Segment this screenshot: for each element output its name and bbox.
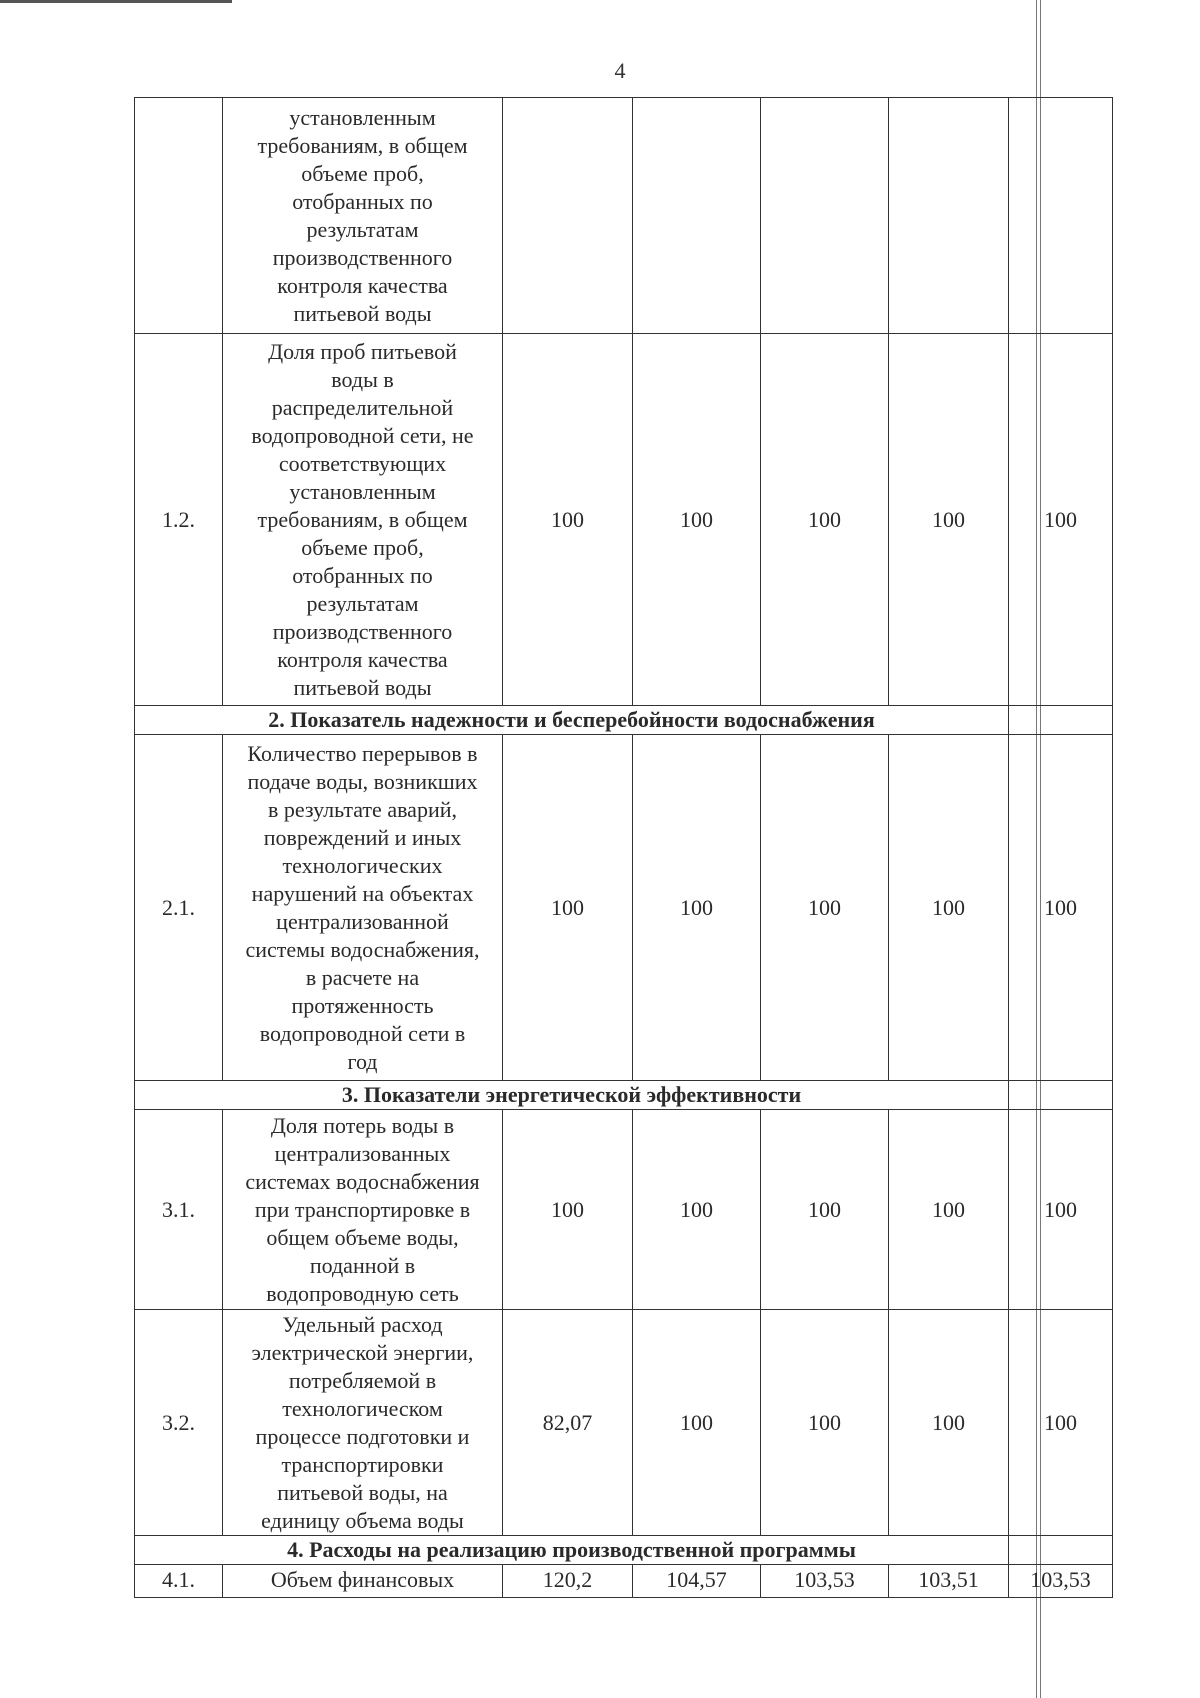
value-cell: 100 <box>1009 334 1113 706</box>
value-cell: 100 <box>1009 1310 1113 1536</box>
desc-line: технологическом <box>282 1395 443 1421</box>
desc-line: установленным <box>289 478 436 504</box>
value-cell: 100 <box>503 735 633 1081</box>
table-row <box>135 1110 1113 1310</box>
desc-line: Доля потерь воды в <box>270 1112 455 1138</box>
value-cell: 103,53 <box>761 1565 889 1598</box>
row-number: 4.1. <box>135 1565 223 1598</box>
desc-line: распределительной <box>271 394 454 420</box>
page-number: 4 <box>614 58 626 83</box>
row-number: 3.1. <box>135 1110 223 1310</box>
section-heading: 3. Показатели энергетической эффективности <box>135 1081 1009 1110</box>
value-cell: 103,53 <box>1009 1565 1113 1598</box>
value-cell: 100 <box>889 1110 1009 1310</box>
desc-line: нарушений на объектах <box>251 880 474 906</box>
value-cell: 100 <box>1009 1110 1113 1310</box>
scan-edge-mark <box>0 0 232 3</box>
row-number: 1.2. <box>135 334 223 706</box>
desc-line: требованиям, в общем <box>257 132 468 158</box>
desc-line: требованиям, в общем <box>257 506 468 532</box>
desc-line: системы водоснабжения, <box>245 936 480 962</box>
desc-line: в расчете на <box>305 964 420 990</box>
value-cell: 100 <box>761 334 889 706</box>
value-cell <box>889 98 1009 334</box>
desc-line: производственного <box>272 244 453 270</box>
value-cell: 100 <box>889 735 1009 1081</box>
row-description <box>223 735 503 1081</box>
desc-line: контроля качества <box>277 272 448 298</box>
desc-line: Количество перерывов в <box>247 740 478 766</box>
desc-line: централизованной <box>276 908 449 934</box>
table-row <box>135 334 1113 706</box>
value-cell: 82,07 <box>503 1310 633 1536</box>
desc-line: объеме проб, <box>301 160 424 186</box>
section-spacer <box>1009 1536 1113 1565</box>
value-cell: 104,57 <box>633 1565 761 1598</box>
value-cell <box>503 98 633 334</box>
desc-line: результатам <box>306 216 419 242</box>
table-row <box>135 98 1113 334</box>
desc-line: Объем финансовых <box>270 1567 455 1592</box>
desc-line: питьевой воды, на <box>277 1479 448 1505</box>
value-cell: 100 <box>633 1110 761 1310</box>
row-number: 3.2. <box>135 1310 223 1536</box>
section-row <box>135 1081 1113 1110</box>
desc-line: процессе подготовки и <box>255 1423 470 1449</box>
desc-line: водопроводной сети в <box>259 1020 466 1046</box>
desc-line: Удельный расход <box>282 1311 443 1337</box>
desc-line: отобранных по <box>292 188 433 214</box>
value-cell <box>761 98 889 334</box>
row-description <box>223 98 503 334</box>
desc-line: производственного <box>272 618 453 644</box>
value-cell: 100 <box>889 334 1009 706</box>
desc-line: единицу объема воды <box>261 1507 464 1533</box>
value-cell: 100 <box>761 735 889 1081</box>
desc-line: водопроводной сети, не <box>251 422 474 448</box>
value-cell: 100 <box>503 1110 633 1310</box>
desc-line: повреждений и иных <box>263 824 462 850</box>
desc-line: поданной в <box>309 1252 416 1278</box>
section-row <box>135 706 1113 735</box>
value-cell: 100 <box>1009 735 1113 1081</box>
row-number: 2.1. <box>135 735 223 1081</box>
desc-line: технологических <box>282 852 443 878</box>
row-number <box>135 98 223 334</box>
desc-line: водопроводную сеть <box>266 1280 459 1306</box>
desc-line: питьевой воды <box>293 674 432 700</box>
value-cell: 120,2 <box>503 1565 633 1598</box>
desc-line: объеме проб, <box>301 534 424 560</box>
desc-line: общем объеме воды, <box>266 1224 459 1250</box>
desc-line: в результате аварий, <box>268 796 457 822</box>
desc-line: соответствующих <box>278 450 447 476</box>
value-cell: 100 <box>503 334 633 706</box>
table-row <box>135 1565 1113 1598</box>
row-description <box>223 1310 503 1536</box>
value-cell: 100 <box>633 334 761 706</box>
row-description <box>223 334 503 706</box>
desc-line: Доля проб питьевой <box>268 338 457 364</box>
indicators-table <box>134 97 1113 1598</box>
value-cell <box>1009 98 1113 334</box>
section-heading: 4. Расходы на реализацию производственной программы <box>135 1536 1009 1565</box>
desc-line: централизованных <box>274 1140 451 1166</box>
desc-line: установленным <box>289 104 436 130</box>
value-cell: 100 <box>633 735 761 1081</box>
desc-line: протяженность <box>291 992 434 1018</box>
desc-line: системах водоснабжения <box>245 1168 480 1194</box>
table-row <box>135 735 1113 1081</box>
desc-line: при транспортировке в <box>254 1196 471 1222</box>
desc-line: транспортировки <box>281 1451 444 1477</box>
desc-line: воды в <box>331 366 394 392</box>
row-description <box>223 1110 503 1310</box>
section-spacer <box>1009 1081 1113 1110</box>
desc-line: электрической энергии, <box>251 1339 474 1365</box>
table-row <box>135 1310 1113 1536</box>
desc-line: результатам <box>306 590 419 616</box>
value-cell: 100 <box>633 1310 761 1536</box>
desc-line: потребляемой в <box>288 1367 437 1393</box>
section-heading: 2. Показатель надежности и бесперебойности водоснабжения <box>135 706 1009 735</box>
value-cell: 100 <box>761 1310 889 1536</box>
value-cell: 100 <box>889 1310 1009 1536</box>
desc-line: подаче воды, возникших <box>247 768 478 794</box>
desc-line: отобранных по <box>292 562 433 588</box>
desc-line: год <box>347 1048 378 1074</box>
row-description <box>223 1565 503 1598</box>
value-cell: 103,51 <box>889 1565 1009 1598</box>
section-row <box>135 1536 1113 1565</box>
value-cell <box>633 98 761 334</box>
value-cell: 100 <box>761 1110 889 1310</box>
desc-line: контроля качества <box>277 646 448 672</box>
desc-line: питьевой воды <box>293 300 432 326</box>
section-spacer <box>1009 706 1113 735</box>
